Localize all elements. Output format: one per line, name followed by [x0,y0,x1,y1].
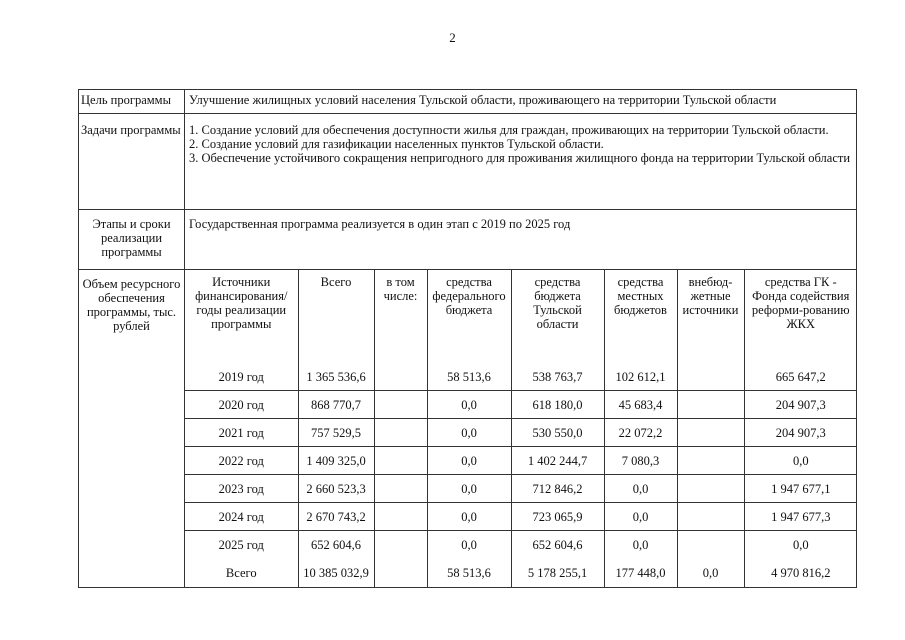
year-including [374,447,427,475]
task-item: 3. Обеспечение устойчивого сокращения непригодного для проживания жилищного фонда на территории Тульской области [189,151,851,165]
year-extrabudget [677,475,744,503]
year-label: 2022 год [185,447,298,475]
funding-label: Объем ресурсного обеспечения программы, тыс. рублей [79,270,185,588]
total-all: 10 385 032,9 [298,558,374,587]
funding-table [185,270,857,587]
year-including [374,391,427,419]
header-federal: средства федерального бюджета [427,270,511,363]
year-housing-fund: 0,0 [744,447,857,475]
year-total: 1 365 536,6 [298,363,374,391]
year-extrabudget [677,447,744,475]
year-label: 2024 год [185,503,298,531]
header-extrabudget: внебюд-жетные источники [677,270,744,363]
year-total: 2 670 743,2 [298,503,374,531]
year-total: 868 770,7 [298,391,374,419]
year-housing-fund: 1 947 677,1 [744,475,857,503]
year-including [374,475,427,503]
header-including: в том числе: [374,270,427,363]
header-regional: средства бюджета Тульской области [511,270,604,363]
total-label: Всего [185,558,298,587]
funding-row [79,270,857,588]
year-federal: 58 513,6 [427,363,511,391]
year-extrabudget [677,363,744,391]
header-sources: Источники финансирования/ годы реализации программы [185,270,298,363]
header-housing-fund: средства ГК - Фонда содействия реформи-рованию ЖКХ [744,270,857,363]
total-federal: 58 513,6 [427,558,511,587]
year-regional: 618 180,0 [511,391,604,419]
goal-text: Улучшение жилищных условий населения Тульской области, проживающего на территории Тульской области [185,90,857,114]
year-housing-fund: 1 947 677,3 [744,503,857,531]
year-extrabudget [677,503,744,531]
year-federal: 0,0 [427,391,511,419]
task-item: 2. Создание условий для газификации населенных пунктов Тульской области. [189,137,604,151]
year-extrabudget [677,531,744,559]
year-federal: 0,0 [427,475,511,503]
year-local: 22 072,2 [604,419,677,447]
funding-year-row [185,447,857,475]
year-federal: 0,0 [427,531,511,559]
year-label: 2023 год [185,475,298,503]
total-local: 177 448,0 [604,558,677,587]
year-local: 7 080,3 [604,447,677,475]
year-federal: 0,0 [427,503,511,531]
year-label: 2025 год [185,531,298,559]
year-including [374,531,427,559]
year-local: 0,0 [604,475,677,503]
year-extrabudget [677,419,744,447]
tasks-label: Задачи программы [79,114,185,210]
year-label: 2021 год [185,419,298,447]
total-regional: 5 178 255,1 [511,558,604,587]
tasks-text [185,114,857,210]
page-number: 2 [449,30,456,45]
year-housing-fund: 204 907,3 [744,391,857,419]
year-label: 2020 год [185,391,298,419]
year-local: 45 683,4 [604,391,677,419]
funding-total-row [185,558,857,587]
stages-text: Государственная программа реализуется в один этап с 2019 по 2025 год [185,210,857,270]
year-federal: 0,0 [427,447,511,475]
year-extrabudget [677,391,744,419]
task-item: 1. Создание условий для обеспечения доступности жилья для граждан, проживающих на территории Тульской области. [189,123,829,137]
year-regional: 652 604,6 [511,531,604,559]
year-housing-fund: 204 907,3 [744,419,857,447]
funding-header-row [185,270,857,363]
year-regional: 538 763,7 [511,363,604,391]
funding-year-row [185,475,857,503]
year-label: 2019 год [185,363,298,391]
header-total: Всего [298,270,374,363]
tasks-row [79,114,857,210]
year-regional: 530 550,0 [511,419,604,447]
goal-row [79,90,857,114]
year-local: 0,0 [604,503,677,531]
funding-year-row [185,363,857,391]
total-including [374,558,427,587]
year-including [374,503,427,531]
funding-year-row [185,531,857,559]
goal-label: Цель программы [79,90,185,114]
stages-label: Этапы и сроки реализации программы [79,210,185,270]
stages-row [79,210,857,270]
year-including [374,419,427,447]
year-local: 102 612,1 [604,363,677,391]
funding-cell [185,270,857,588]
year-federal: 0,0 [427,419,511,447]
program-passport-table [78,89,857,588]
funding-year-row [185,419,857,447]
year-regional: 723 065,9 [511,503,604,531]
funding-year-row [185,503,857,531]
total-housing-fund: 4 970 816,2 [744,558,857,587]
year-regional: 712 846,2 [511,475,604,503]
year-local: 0,0 [604,531,677,559]
year-housing-fund: 0,0 [744,531,857,559]
year-including [374,363,427,391]
year-housing-fund: 665 647,2 [744,363,857,391]
header-local: средства местных бюджетов [604,270,677,363]
year-total: 652 604,6 [298,531,374,559]
year-regional: 1 402 244,7 [511,447,604,475]
total-extrabudget: 0,0 [677,558,744,587]
year-total: 1 409 325,0 [298,447,374,475]
year-total: 757 529,5 [298,419,374,447]
funding-year-row [185,391,857,419]
year-total: 2 660 523,3 [298,475,374,503]
